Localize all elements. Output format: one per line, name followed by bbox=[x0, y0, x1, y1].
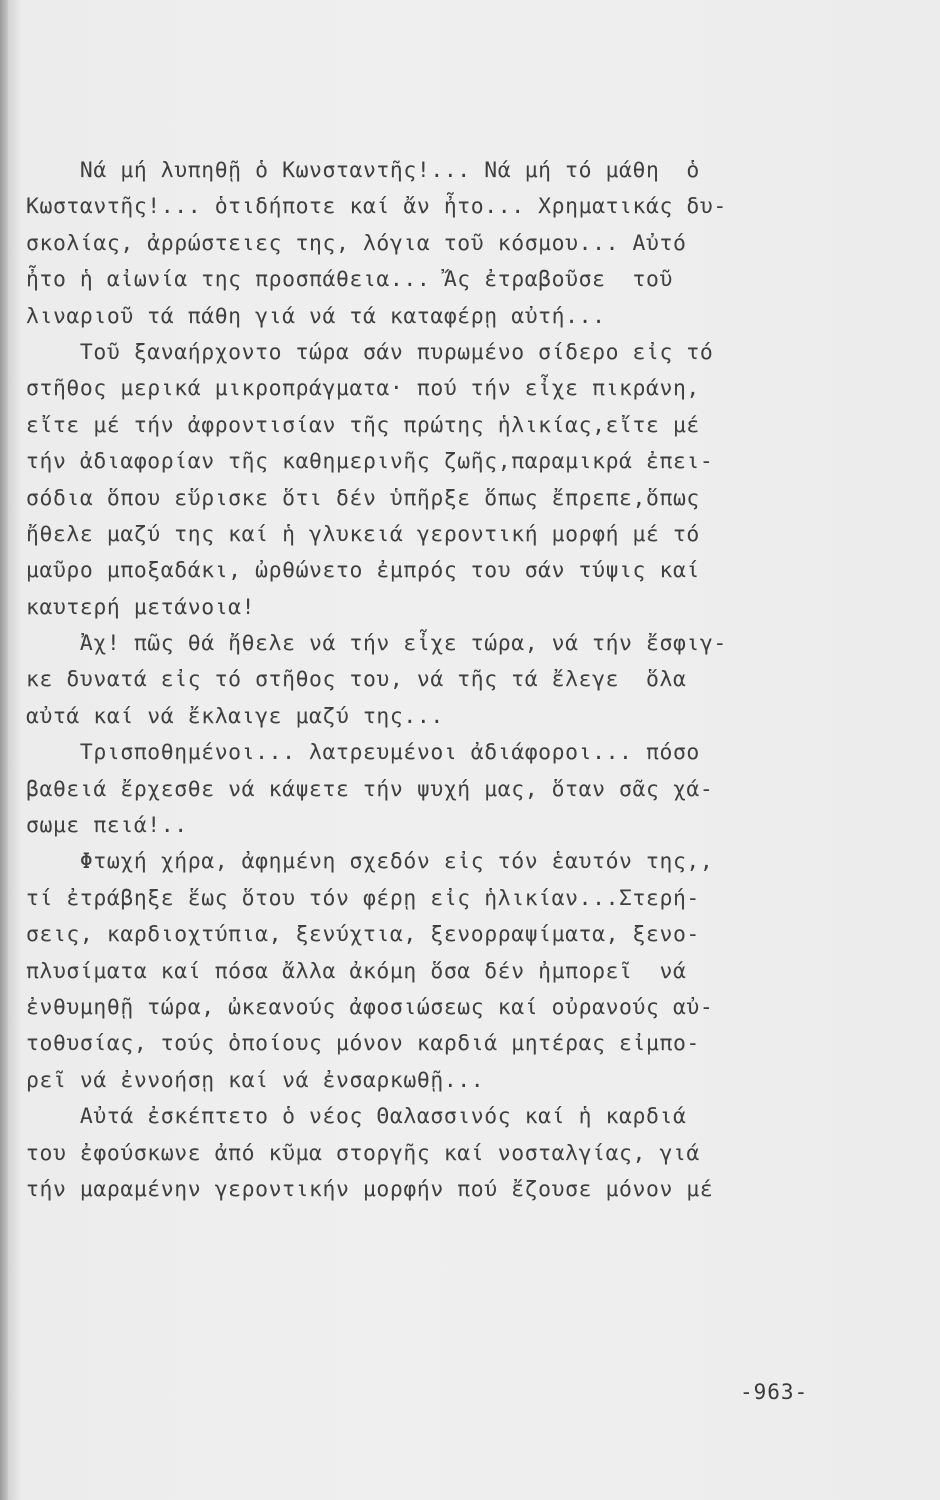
text-line: βαθειά ἔρχεσθε νά κάψετε τήν ψυχή μας, ὅταν σᾶς χά- bbox=[26, 776, 714, 802]
text-line: του ἐφούσκωνε ἀπό κῦμα στοργῆς καί νοσταλγίας, γιά bbox=[26, 1140, 700, 1166]
text-line: κε δυνατά εἰς τό στῆθος του, νά τῆς τά ἔλεγε ὅλα bbox=[26, 667, 687, 693]
body-text bbox=[26, 153, 886, 1208]
text-line: Ἀχ! πῶς θά ἤθελε νά τήν εἶχε τώρα, νά τήν ἔσφιγ- bbox=[26, 631, 727, 657]
text-line: Τοῦ ξαναήρχοντο τώρα σάν πυρωμένο σίδερο εἰς τό bbox=[26, 339, 714, 365]
page-binding-edge bbox=[0, 0, 8, 1500]
text-line: τήν μαραμένην γεροντικήν μορφήν πού ἔζουσε μόνον μέ bbox=[26, 1176, 714, 1202]
text-line: εἴτε μέ τήν ἀφροντισίαν τῆς πρώτης ἡλικίας,εἴτε μέ bbox=[26, 412, 700, 438]
text-line: Αὐτά ἐσκέπτετο ὁ νέος Θαλασσινός καί ἡ καρδιά bbox=[26, 1104, 687, 1130]
text-line: σόδια ὅπου εὕρισκε ὅτι δέν ὑπῆρξε ὅπως ἔπρεπε,ὅπως bbox=[26, 485, 700, 511]
text-line: Φτωχή χήρα, ἀφημένη σχεδόν εἰς τόν ἑαυτόν της,, bbox=[26, 849, 714, 875]
text-line: μαῦρο μποξαδάκι, ὠρθώνετο ἐμπρός του σάν τύψις καί bbox=[26, 558, 700, 584]
text-line: σωμε πειά!.. bbox=[26, 813, 188, 839]
text-line: τί ἐτράβηξε ἕως ὅτου τόν φέρῃ εἰς ἡλικίαν...Στερή- bbox=[26, 885, 700, 911]
text-line: ἦτο ἡ αἰωνία της προσπάθεια... Ἄς ἐτραβοῦσε τοῦ bbox=[26, 267, 673, 293]
text-line: αὐτά καί νά ἔκλαιγε μαζύ της... bbox=[26, 703, 444, 729]
text-line: σεις, καρδιοχτύπια, ξενύχτια, ξενορραψίματα, ξενο- bbox=[26, 922, 700, 948]
text-line: ρεῖ νά ἐννοήσῃ καί νά ἐνσαρκωθῇ... bbox=[26, 1067, 485, 1093]
page-number: -963- bbox=[740, 1380, 809, 1404]
text-line: καυτερή μετάνοια! bbox=[26, 594, 256, 620]
text-line: Κωσταντῆς!... ὁτιδήποτε καί ἄν ἦτο... Χρηματικάς δυ- bbox=[26, 194, 727, 220]
text-line: στῆθος μερικά μικροπράγματα· πού τήν εἶχε πικράνη, bbox=[26, 376, 700, 402]
text-line: Νά μή λυπηθῇ ὁ Κωνσταντῆς!... Νά μή τό μάθη ὁ bbox=[26, 158, 700, 183]
text-line: τοθυσίας, τούς ὁποίους μόνον καρδιά μητέρας εἰμπο- bbox=[26, 1031, 700, 1057]
text-line: πλυσίματα καί πόσα ἄλλα ἀκόμη ὅσα δέν ἠμπορεῖ νά bbox=[26, 958, 687, 984]
text-line: ἐνθυμηθῇ τώρα, ὠκεανούς ἀφοσιώσεως καί οὐρανούς αὐ- bbox=[26, 994, 714, 1020]
text-line: Τρισποθημένοι... λατρευμένοι ἀδιάφοροι... πόσο bbox=[26, 740, 700, 766]
text-line: τήν ἀδιαφορίαν τῆς καθημερινῆς ζωῆς,παραμικρά ἐπει- bbox=[26, 449, 714, 475]
text-line: λιναριοῦ τά πάθη γιά νά τά καταφέρῃ αὐτή... bbox=[26, 303, 606, 329]
text-line: ἤθελε μαζύ της καί ἡ γλυκειά γεροντική μορφή μέ τό bbox=[26, 521, 700, 547]
text-line: σκολίας, ἀρρώστειες της, λόγια τοῦ κόσμου... Αὐτό bbox=[26, 230, 687, 256]
